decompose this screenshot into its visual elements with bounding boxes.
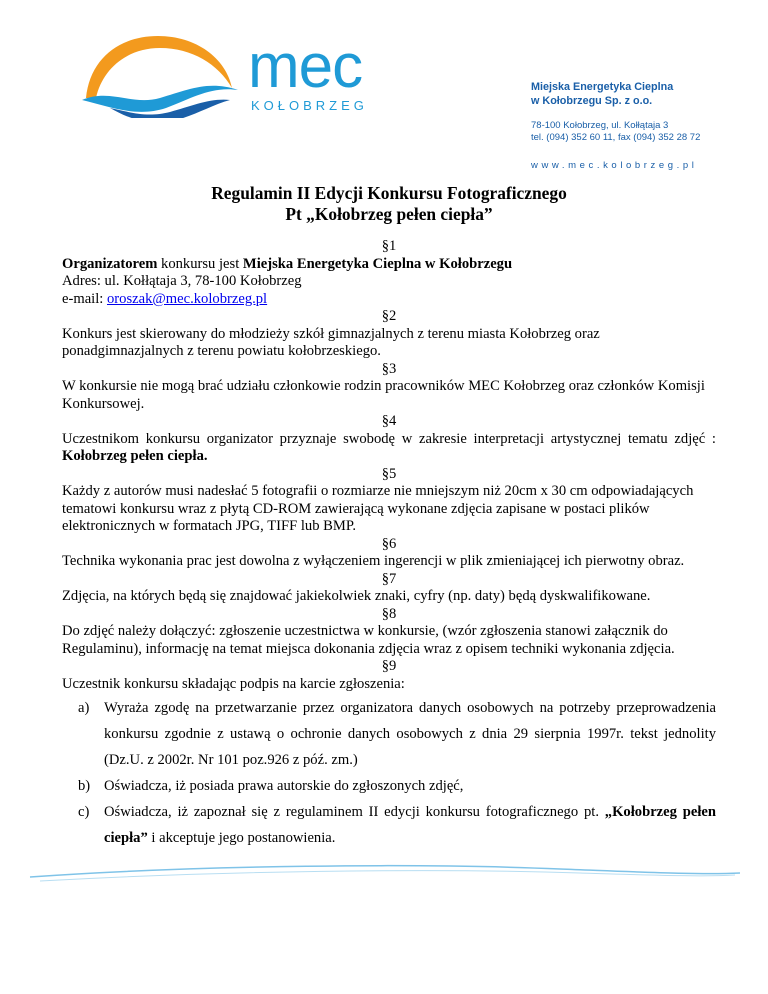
doc-title-line1: Regulamin II Edycji Konkursu Fotograficznego (211, 183, 567, 203)
list-marker: b) (78, 778, 91, 794)
list-marker: a) (78, 700, 90, 716)
section-3-text: W konkursie nie mogą brać udziału członkowie rodzin pracowników MEC Kołobrzeg oraz członków Komisji Konkursowej. (62, 378, 705, 412)
organizer-email-line (62, 291, 716, 309)
organizer-text: konkursu jest (157, 255, 243, 272)
doc-title-line2: Pt „Kołobrzeg pełen ciepła” (285, 204, 493, 224)
company-website: www.mec.kolobrzeg.pl (531, 160, 698, 171)
company-address-1: 78-100 Kołobrzeg, ul. Kołłątaja 3 (531, 120, 669, 131)
list-item (78, 773, 716, 799)
section-4-body: Uczestnikom konkursu organizator przyznaje swobodę w zakresie interpretacji artystycznej tematu zdjęć : (62, 430, 716, 447)
company-address-2: tel. (094) 352 60 11, fax (094) 352 28 72 (531, 132, 701, 143)
list-item-text-start: Oświadcza, iż zapoznał się z regulaminem II edycji konkursu fotograficznego pt. (104, 804, 605, 820)
section-heading-4: §4 (381, 413, 397, 429)
list-marker: c) (78, 804, 90, 820)
mec-logo-icon (80, 28, 245, 118)
organizer-name: Miejska Energetyka Cieplna w Kołobrzegu (242, 255, 513, 272)
company-name-2: w Kołobrzegu Sp. z o.o. (531, 95, 653, 107)
section-heading-5: §5 (381, 465, 397, 482)
section-heading-3: §3 (381, 360, 397, 377)
list-item (78, 799, 716, 851)
logo-wordmark (248, 32, 368, 113)
section-heading-9: §9 (381, 658, 397, 674)
contest-name: „Kołobrzeg pełen ciepła” (104, 804, 716, 846)
logo-word: mec (248, 32, 363, 101)
section-7-text: Zdjęcia, na których będą się znajdować jakiekolwiek znaki, cyfry (np. daty) będą dyskwalifikowane. (62, 588, 651, 604)
organizer-line (62, 256, 716, 274)
section-2-text: Konkurs jest skierowany do młodzieży szkół gimnazjalnych z terenu miasta Kołobrzeg oraz ponadgimnazjalnych z terenu powiatu kołobrzeskiego. (62, 325, 600, 359)
list-item-text: Wyraża zgodę na przetwarzanie przez organizatora danych osobowych na potrzeby przeprowadzenia konkursu zgodnie z ustawą o ochronie danych osobowych z dnia 29 sierpnia 1997r. tekst jednolity (Dz.U. z 2002r. Nr 101 poz.926 z póź. zm.) (104, 700, 716, 768)
footer-wave-decoration (0, 855, 768, 895)
section-8-text: Do zdjęć należy dołączyć: zgłoszenie uczestnictwa w konkursie, (wzór zgłoszenia stanowi załącznik do Regulaminu), informację na temat miejsca dokonania zdjęcia wraz z opisem techniki wykonania zdjęcia. (62, 623, 675, 657)
logo-city: KOŁOBRZEG (251, 98, 368, 113)
organizer-bold: Organizatorem (62, 255, 158, 272)
organizer-address: Adres: ul. Kołłątaja 3, 78-100 Kołobrzeg (62, 273, 302, 289)
consent-list (62, 695, 716, 851)
regulations-document (62, 183, 716, 851)
list-item (78, 695, 716, 773)
section-4-theme: Kołobrzeg pełen ciepła. (62, 448, 208, 464)
section-heading-2: §2 (381, 308, 397, 324)
section-5-text: Każdy z autorów musi nadesłać 5 fotografii o rozmiarze nie mniejszym niż 20cm x 30 cm odpowiadających tematowi konkursu wraz z płytą CD-ROM zawierającą wykonane zdjęcia zapisane w postaci plików elektronicznych w formatach JPG, TIFF lub BMP. (62, 483, 694, 534)
list-item-text (104, 799, 716, 851)
company-info (531, 80, 761, 171)
list-item-text: Oświadcza, iż posiada prawa autorskie do zgłoszonych zdjęć, (104, 778, 464, 794)
section-heading-7: §7 (381, 570, 397, 587)
section-heading-6: §6 (381, 535, 397, 552)
list-item-text-end: i akceptuje jego postanowienia. (147, 830, 336, 846)
email-label: e-mail: (62, 290, 107, 307)
section-6-text: Technika wykonania prac jest dowolna z wyłączeniem ingerencji w plik zmieniającej ich pierwotny obraz. (62, 553, 685, 569)
company-name-1: Miejska Energetyka Cieplna (531, 81, 674, 93)
letterhead (0, 0, 768, 171)
section-heading-1: §1 (381, 238, 397, 254)
section-9-intro: Uczestnik konkursu składając podpis na karcie zgłoszenia: (62, 675, 405, 692)
section-4-text (62, 431, 716, 466)
section-heading-8: §8 (381, 605, 397, 622)
email-link[interactable]: oroszak@mec.kolobrzeg.pl (106, 290, 268, 307)
